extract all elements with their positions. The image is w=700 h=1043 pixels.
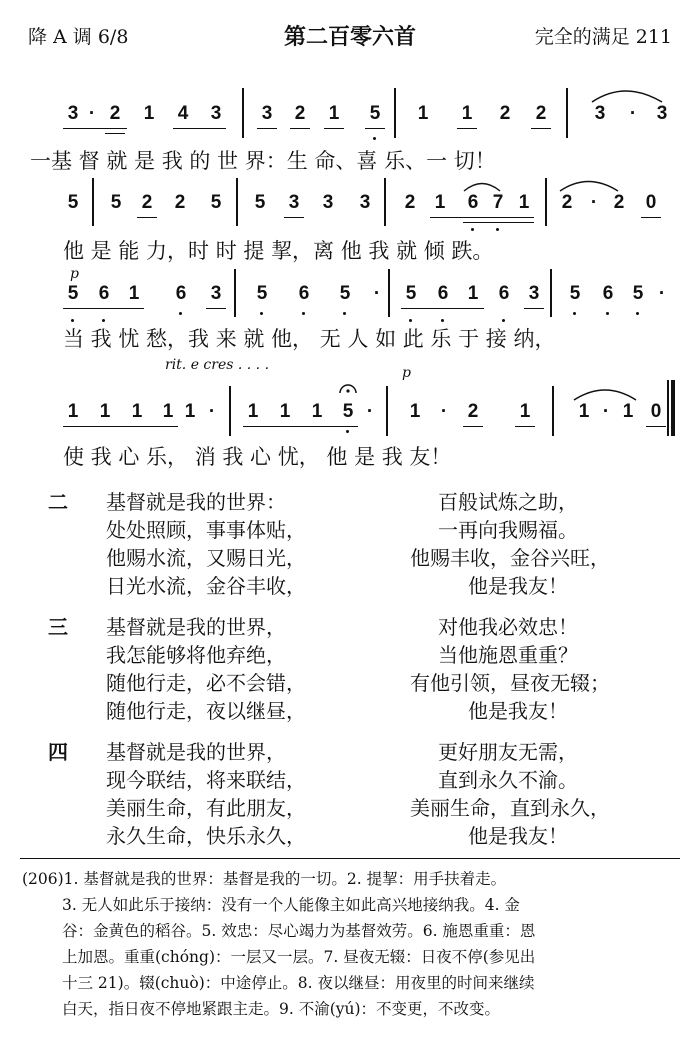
verse-number: 二 <box>48 490 68 514</box>
note: 1 <box>247 401 259 422</box>
verse-line: 永久生命，快乐永久， <box>106 824 306 848</box>
slur <box>574 390 636 400</box>
verse-line: 随他行走，必不会错， <box>106 671 306 695</box>
note: 1 <box>519 401 531 422</box>
note: 1 <box>622 401 634 422</box>
note: 5 <box>632 283 644 304</box>
note: 1 <box>131 401 143 422</box>
note-dot: · <box>440 401 448 422</box>
fermata-dot <box>346 389 349 392</box>
verse-line: 处处照顾，事事体贴， <box>106 518 306 542</box>
lyric-row-4: 使 我 心 乐， 消 我 心 忧， 他 是 我 友！ <box>63 445 452 469</box>
note: 1 <box>279 401 291 422</box>
note: 3 <box>594 103 606 124</box>
expression-marking: rit. e cres . . . . <box>165 357 270 373</box>
verse-line: 他是我友！ <box>468 824 568 848</box>
footnote-line: (206)1. 基督就是我的世界：基督是我的一切。2. 提挈：用手扶着走。 <box>22 870 507 888</box>
note: 2 <box>613 192 625 213</box>
verse-line: 对他我必效忠！ <box>438 615 578 639</box>
footnote-line: 谷：金黄色的稻谷。5. 效忠：尽心竭力为基督效劳。6. 施恩重重：恩 <box>62 922 536 940</box>
note: 2 <box>294 103 306 124</box>
verse-line: 基督就是我的世界， <box>106 615 286 639</box>
verse-line: 百般试炼之助， <box>438 490 578 514</box>
verse-line: 基督就是我的世界， <box>106 740 286 764</box>
note: 6 <box>175 283 187 304</box>
verse-number: 四 <box>48 740 68 764</box>
note: 0 <box>650 401 662 422</box>
lyric-row-3: 当 我 忧 愁，我 来 就 他， 无 人 如 此 乐 于 接 纳， <box>63 327 556 351</box>
note: 6 <box>98 283 110 304</box>
note: 6 <box>498 283 510 304</box>
verse-line: 他赐水流，又赐日光， <box>106 546 306 570</box>
slur <box>464 184 500 192</box>
note: 5 <box>339 283 351 304</box>
note: 2 <box>404 192 416 213</box>
note-dot: · <box>366 401 374 422</box>
note: 3 <box>261 103 273 124</box>
verse-line: 现今联结，将来联结， <box>106 768 306 792</box>
note: 1 <box>467 283 479 304</box>
note-dot: · <box>373 283 381 304</box>
note: 1 <box>162 401 174 422</box>
note: 3 <box>210 103 222 124</box>
note: 5 <box>256 283 268 304</box>
note: 5 <box>342 401 354 422</box>
note: 5 <box>67 192 79 213</box>
slur <box>592 91 662 102</box>
verse-line: 他是我友！ <box>468 574 568 598</box>
verse-line: 他是我友！ <box>468 699 568 723</box>
note: 2 <box>141 192 153 213</box>
verse-number: 三 <box>48 615 68 639</box>
verse-line: 随他行走，夜以继昼， <box>106 699 306 723</box>
note: 5 <box>67 283 79 304</box>
hymn-subtitle: 完全的满足 211 <box>534 26 672 48</box>
footnote-line: 3. 无人如此乐于接纳：没有一个人能像主如此高兴地接纳我。4. 金 <box>62 896 520 914</box>
note: 6 <box>467 192 479 213</box>
note: 0 <box>645 192 657 213</box>
verse-line: 我怎能够将他弃绝， <box>106 643 286 667</box>
note: 3 <box>210 283 222 304</box>
note: 5 <box>405 283 417 304</box>
note: 5 <box>210 192 222 213</box>
lyric-row-2: 他 是 能 力，时 时 提 挈，离 他 我 就 倾 跌。 <box>63 239 494 263</box>
dynamic-marking: p <box>402 365 411 381</box>
note: 1 <box>311 401 323 422</box>
note: 1 <box>434 192 446 213</box>
note: 1 <box>67 401 79 422</box>
note: 3 <box>322 192 334 213</box>
note: 5 <box>369 103 381 124</box>
note: 1 <box>578 401 590 422</box>
verse-line: 更好朋友无需， <box>438 740 578 764</box>
key-signature: 降 A 调 6/8 <box>28 26 129 48</box>
footnote-line: 白天，指日夜不停地紧跟主走。9. 不渝(yú)：不变更，不改变。 <box>62 1000 501 1018</box>
note: 5 <box>569 283 581 304</box>
note: 7 <box>492 192 504 213</box>
note: 1 <box>143 103 155 124</box>
note-dot: · <box>208 401 216 422</box>
note: 6 <box>437 283 449 304</box>
footnote-divider <box>20 858 680 859</box>
note: 2 <box>467 401 479 422</box>
note: 1 <box>328 103 340 124</box>
note: 1 <box>518 192 530 213</box>
verse-line: 美丽生命，直到永久， <box>410 796 610 820</box>
note: 1 <box>409 401 421 422</box>
verse-line: 他赐丰收，金谷兴旺， <box>410 546 610 570</box>
note: 1 <box>99 401 111 422</box>
verse-line: 基督就是我的世界： <box>106 490 286 514</box>
note-dot: · <box>658 283 666 304</box>
verse-line: 一再向我赐福。 <box>438 518 578 542</box>
footnote-line: 上加恩。重重(chóng)：一层又一层。7. 昼夜无辍：日夜不停(参见出 <box>62 948 536 966</box>
note: 6 <box>602 283 614 304</box>
note: 3 <box>359 192 371 213</box>
note-dot: · <box>629 103 637 124</box>
note: 2 <box>535 103 547 124</box>
note: 5 <box>254 192 266 213</box>
note: 2 <box>499 103 511 124</box>
note: 1 <box>461 103 473 124</box>
note: 2 <box>174 192 186 213</box>
note-dot: · <box>88 103 96 124</box>
note: 1 <box>417 103 429 124</box>
note: 3 <box>67 103 79 124</box>
slur <box>560 182 618 192</box>
note-dot: · <box>602 401 610 422</box>
note: 1 <box>128 283 140 304</box>
hymn-title: 第二百零六首 <box>283 25 416 50</box>
dynamic-marking: p <box>70 266 79 282</box>
note: 3 <box>288 192 300 213</box>
verse-line: 有他引领，昼夜无辍； <box>410 671 610 695</box>
verse-line: 日光水流，金谷丰收， <box>106 574 306 598</box>
note: 4 <box>177 103 189 124</box>
note: 2 <box>109 103 121 124</box>
note-dot: · <box>590 192 598 213</box>
verse-line: 当他施恩重重？ <box>438 643 578 667</box>
note: 5 <box>110 192 122 213</box>
verse-line: 美丽生命，有此朋友， <box>106 796 306 820</box>
note: 2 <box>561 192 573 213</box>
lyric-row-1: 一基 督 就 是 我 的 世 界：生 命、喜 乐、一 切！ <box>30 149 496 173</box>
note: 6 <box>298 283 310 304</box>
note: 3 <box>656 103 668 124</box>
footnote-line: 十三 21)。辍(chuò)：中途停止。8. 夜以继昼：用夜里的时间来继续 <box>62 974 535 992</box>
note: 3 <box>528 283 540 304</box>
note: 1 <box>184 401 196 422</box>
verse-line: 直到永久不渝。 <box>438 768 578 792</box>
